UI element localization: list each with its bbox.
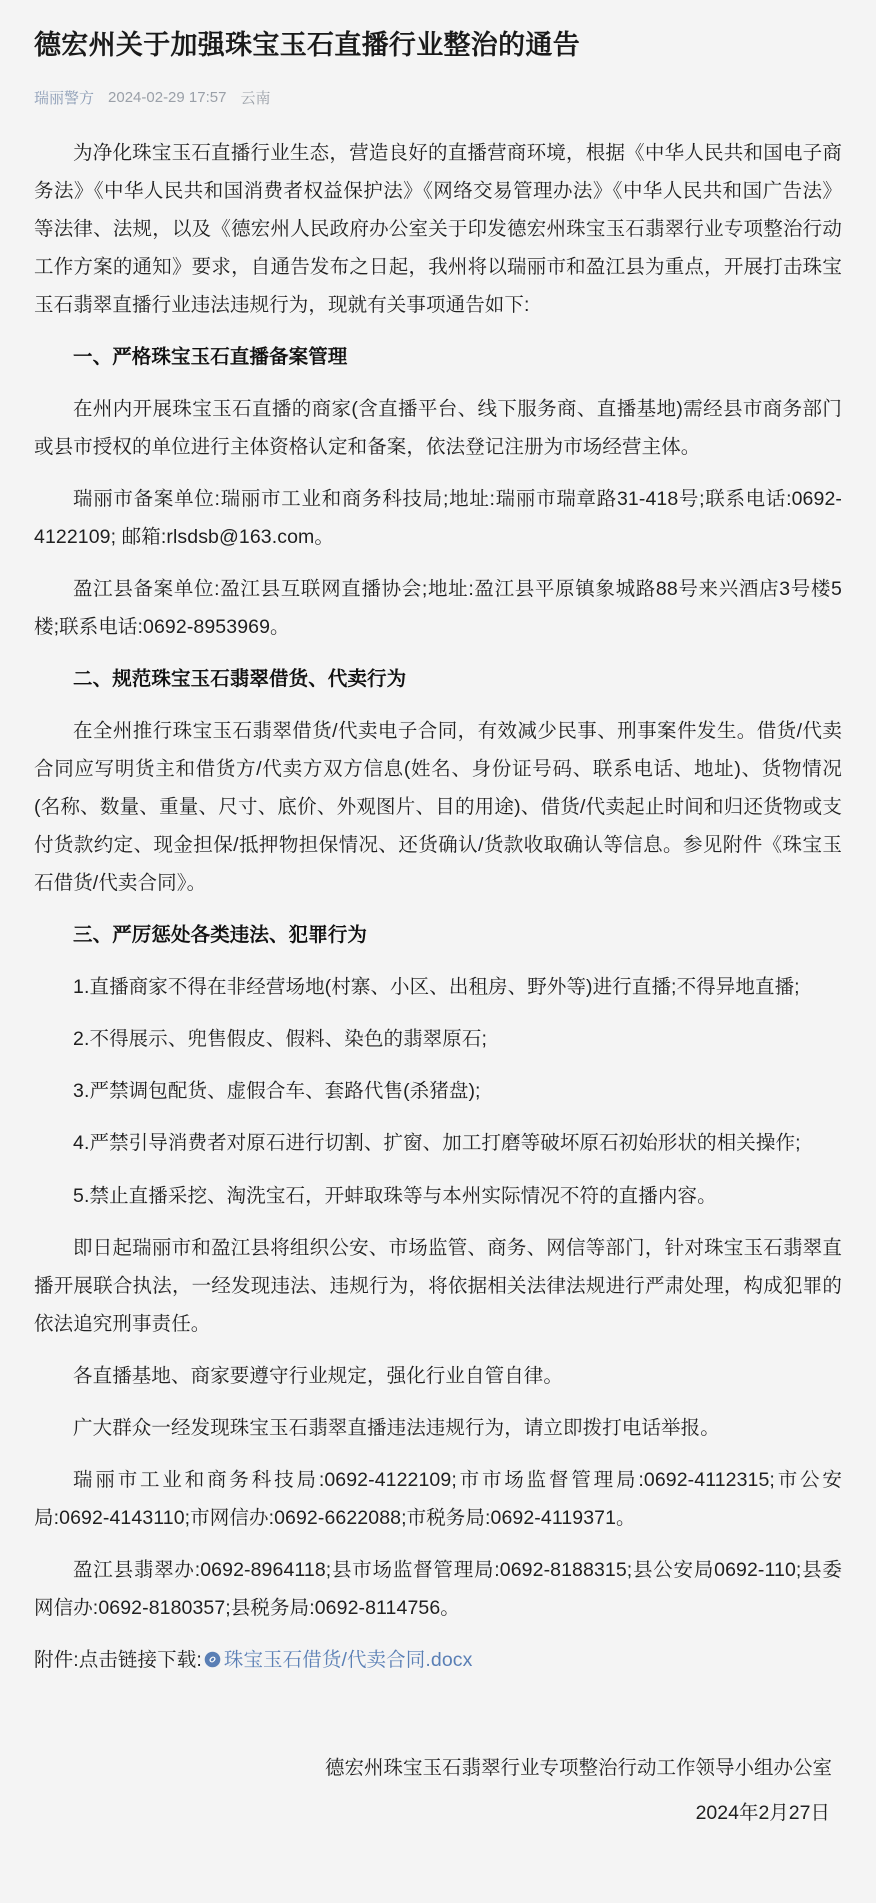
paragraph: 在全州推行珠宝玉石翡翠借货/代卖电子合同，有效减少民事、刑事案件发生。借货/代卖合同应写明货主和借货方/代卖方双方信息(姓名、身份证号码、联系电话、地址)、货物情况(名称、数量、重量、尺寸、底价、外观图片、目的用途)、借货/代卖起止时间和归还货物或支付货款约定、现金担保/抵押物担保情况、还货确认/货款收取确认等信息。参见附件《珠宝玉石借货/代卖合同》。 bbox=[34, 720, 842, 895]
page-title: 德宏州关于加强珠宝玉石直播行业整治的通告 bbox=[34, 30, 580, 60]
publish-location: 云南 bbox=[240, 90, 271, 108]
article-body bbox=[34, 134, 842, 1679]
article-meta bbox=[34, 87, 842, 108]
paragraph: 各直播基地、商家要遵守行业规定，强化行业自管自律。 bbox=[73, 1364, 564, 1387]
attachment-label: 附件:点击链接下载: bbox=[34, 1648, 202, 1671]
section-heading-3: 三、严厉惩处各类违法、犯罪行为 bbox=[73, 924, 368, 947]
paragraph: 广大群众一经发现珠宝玉石翡翠直播违法违规行为，请立即拨打电话举报。 bbox=[73, 1416, 720, 1439]
paragraph: 在州内开展珠宝玉石直播的商家(含直播平台、线下服务商、直播基地)需经县市商务部门或县市授权的单位进行主体资格认定和备案，依法登记注册为市场经营主体。 bbox=[34, 398, 842, 459]
publish-date: 2024-02-29 17:57 bbox=[108, 89, 227, 107]
paragraph: 5.禁止直播采挖、淘洗宝石，开蚌取珠等与本州实际情况不符的直播内容。 bbox=[73, 1184, 717, 1207]
bottom-spacer bbox=[34, 1833, 842, 1893]
paragraph: 为净化珠宝玉石直播行业生态，营造良好的直播营商环境，根据《中华人民共和国电子商务法》《中华人民共和国消费者权益保护法》《网络交易管理办法》《中华人民共和国广告法》等法律、法规，以及《德宏州人民政府办公室关于印发德宏州珠宝玉石翡翠行业专项整治行动工作方案的通知》要求，自通告发布之日起，我州将以瑞丽市和盈江县为重点，开展打击珠宝玉石翡翠直播行业违法违规行为，现就有关事项通告如下: bbox=[34, 142, 842, 317]
signature-date: 2024年2月27日 bbox=[695, 1801, 830, 1824]
paragraph: 2.不得展示、兜售假皮、假料、染色的翡翠原石; bbox=[73, 1028, 487, 1051]
paragraph: 盈江县翡翠办:0692-8964118;县市场监督管理局:0692-8188315;县公安局0692-110;县委网信办:0692-8180357;县税务局:0692-8114756。 bbox=[34, 1558, 842, 1619]
attachment-download-link[interactable]: 珠宝玉石借货/代卖合同.docx bbox=[223, 1648, 473, 1671]
paragraph: 4.严禁引导消费者对原石进行切割、扩窗、加工打磨等破坏原石初始形状的相关操作; bbox=[73, 1132, 801, 1155]
paragraph: 即日起瑞丽市和盈江县将组织公安、市场监管、商务、网信等部门，针对珠宝玉石翡翠直播开展联合执法，一经发现违法、违规行为，将依据相关法律法规进行严肃处理，构成犯罪的依法追究刑事责任。 bbox=[34, 1236, 842, 1335]
section-heading-1: 一、严格珠宝玉石直播备案管理 bbox=[73, 346, 348, 369]
paragraph: 3.严禁调包配货、虚假合车、套路代售(杀猪盘); bbox=[73, 1080, 481, 1103]
paragraph: 盈江县备案单位:盈江县互联网直播协会;地址:盈江县平原镇象城路88号来兴酒店3号楼5楼;联系电话:0692-8953969。 bbox=[34, 578, 842, 639]
signature-organization: 德宏州珠宝玉石翡翠行业专项整治行动工作领导小组办公室 bbox=[324, 1756, 832, 1779]
paragraph: 1.直播商家不得在非经营场地(村寨、小区、出租房、野外等)进行直播;不得异地直播; bbox=[73, 976, 800, 999]
attachment-line bbox=[34, 1641, 842, 1679]
author-name[interactable]: 瑞丽警方 bbox=[34, 90, 95, 108]
signature-block bbox=[34, 1749, 842, 1833]
paragraph: 瑞丽市备案单位:瑞丽市工业和商务科技局;地址:瑞丽市瑞章路31-418号;联系电话:0692-4122109; 邮箱:rlsdsb@163.com。 bbox=[34, 488, 842, 549]
link-icon bbox=[204, 1643, 221, 1660]
paragraph: 瑞丽市工业和商务科技局:0692-4122109;市市场监督管理局:0692-4112315;市公安局:0692-4143110;市网信办:0692-6622088;市税务局:0692-4119371。 bbox=[34, 1468, 842, 1529]
section-heading-2: 二、规范珠宝玉石翡翠借货、代卖行为 bbox=[73, 668, 407, 691]
